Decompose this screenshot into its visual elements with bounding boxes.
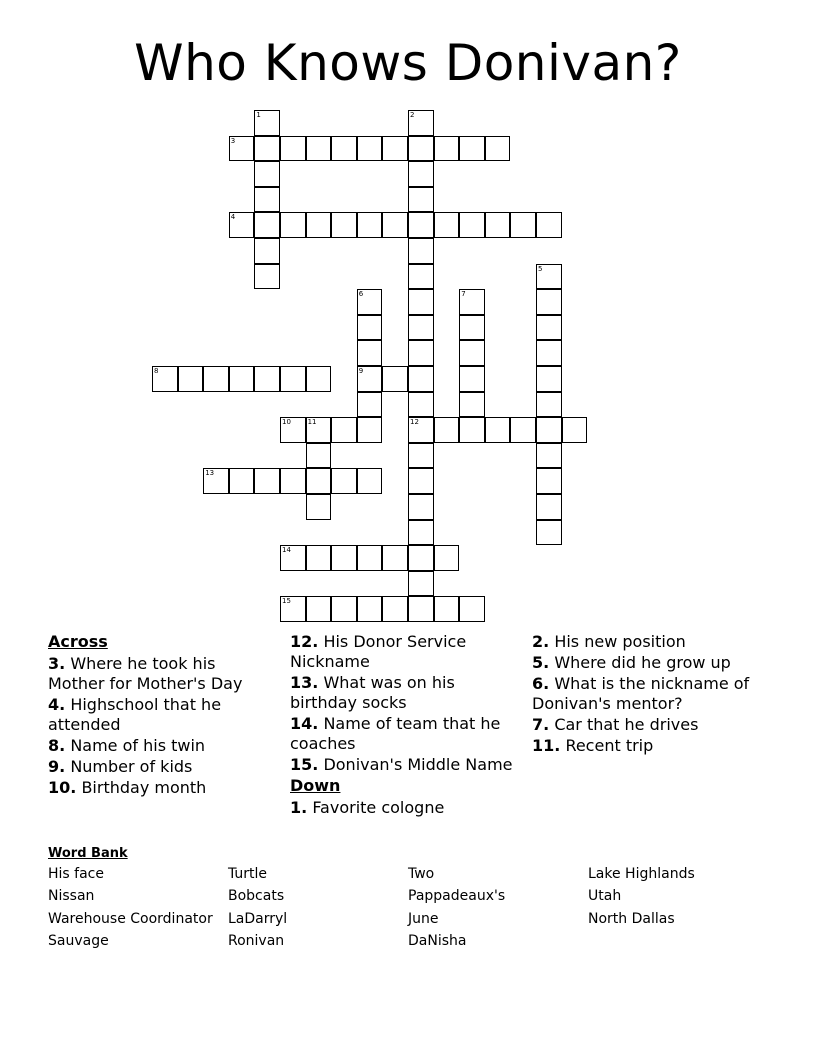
clue-across-9 — [48, 757, 273, 777]
grid-cell[interactable] — [434, 212, 460, 238]
grid-cell[interactable] — [254, 238, 280, 264]
grid-cell[interactable] — [357, 340, 383, 366]
clue-number: 14. — [290, 714, 319, 733]
grid-cell[interactable] — [254, 366, 280, 392]
grid-cell[interactable] — [382, 545, 408, 571]
grid-cell[interactable] — [357, 417, 383, 443]
grid-cell[interactable] — [254, 264, 280, 290]
word-bank-title: Word Bank — [48, 846, 128, 861]
grid-cell[interactable] — [408, 417, 434, 443]
grid-cell[interactable] — [408, 494, 434, 520]
grid-cell[interactable] — [536, 366, 562, 392]
grid-cell[interactable] — [536, 520, 562, 546]
grid-cell[interactable] — [331, 468, 357, 494]
cell-number: 2 — [410, 111, 415, 119]
grid-cell[interactable] — [408, 136, 434, 162]
cell-number: 5 — [538, 264, 543, 273]
word-bank-item: Pappadeaux's — [408, 888, 506, 905]
clue-down-2 — [532, 632, 762, 652]
clue-across-4 — [48, 695, 273, 735]
grid-cell[interactable] — [536, 315, 562, 341]
clue-text: Birthday month — [81, 778, 207, 797]
grid-cell[interactable] — [408, 315, 434, 341]
grid-cell[interactable] — [408, 264, 434, 290]
word-bank-item: Ronivan — [228, 933, 285, 950]
clue-across-8 — [48, 736, 273, 756]
clue-number: 15. — [290, 755, 319, 774]
grid-cell[interactable] — [408, 110, 434, 136]
grid-cell[interactable] — [536, 340, 562, 366]
clue-number: 10. — [48, 778, 77, 797]
grid-cell[interactable] — [280, 136, 306, 162]
grid-cell[interactable] — [280, 596, 306, 622]
grid-cell[interactable] — [331, 136, 357, 162]
grid-cell[interactable] — [357, 212, 383, 238]
word-bank-item: June — [408, 910, 439, 927]
grid-cell[interactable] — [306, 494, 332, 520]
grid-cell[interactable] — [459, 392, 485, 418]
grid-cell[interactable] — [280, 545, 306, 571]
grid-cell[interactable] — [357, 289, 383, 315]
grid-cell[interactable] — [536, 443, 562, 469]
clue-number: 7. — [532, 715, 550, 734]
grid-cell[interactable] — [331, 417, 357, 443]
word-bank-item: LaDarryl — [228, 910, 288, 927]
grid-cell[interactable] — [306, 417, 332, 443]
grid-cell[interactable] — [382, 136, 408, 162]
clue-text: Where did he grow up — [554, 653, 731, 672]
cell-number: 6 — [358, 290, 364, 299]
grid-cell[interactable] — [306, 366, 332, 392]
clue-down-11 — [532, 736, 762, 756]
grid-cell[interactable] — [357, 315, 383, 341]
clue-across-13 — [290, 673, 515, 713]
grid-cell[interactable] — [306, 545, 332, 571]
grid-cell[interactable] — [331, 212, 357, 238]
grid-cell[interactable] — [510, 417, 536, 443]
word-bank-item: Warehouse Coordinator — [48, 910, 213, 927]
grid-cell[interactable] — [536, 494, 562, 520]
grid-cell[interactable] — [510, 212, 536, 238]
clue-down-5 — [532, 653, 762, 673]
word-bank-item: Nissan — [48, 888, 95, 905]
grid-cell[interactable] — [229, 212, 255, 238]
grid-cell[interactable] — [382, 366, 408, 392]
grid-cell[interactable] — [459, 136, 485, 162]
cell-number: 7 — [461, 290, 466, 299]
grid-cell[interactable] — [203, 468, 229, 494]
grid-cell[interactable] — [408, 366, 434, 392]
word-bank-item: Sauvage — [48, 933, 109, 950]
word-bank-item: Turtle — [228, 866, 268, 882]
clues-column-1 — [48, 632, 273, 799]
clue-down-1 — [290, 798, 515, 818]
word-bank-item: North Dallas — [588, 910, 675, 927]
grid-cell[interactable] — [459, 417, 485, 443]
grid-cell[interactable] — [485, 136, 511, 162]
grid-cell[interactable] — [254, 161, 280, 187]
clue-text: Car that he drives — [554, 715, 699, 734]
down-heading: Down — [290, 776, 341, 795]
clues-column-2 — [290, 632, 515, 819]
clue-text: Name of team that he coaches — [290, 714, 501, 753]
grid-cell[interactable] — [408, 289, 434, 315]
word-bank-item: Bobcats — [228, 888, 285, 905]
word-bank — [48, 845, 788, 953]
cell-number: 15 — [282, 597, 291, 606]
grid-cell[interactable] — [459, 366, 485, 392]
grid-cell[interactable] — [357, 136, 383, 162]
grid-cell[interactable] — [254, 110, 280, 136]
grid-cell[interactable] — [408, 443, 434, 469]
grid-cell[interactable] — [408, 545, 434, 571]
grid-cell[interactable] — [408, 340, 434, 366]
cell-number: 11 — [307, 418, 317, 427]
grid-cell[interactable] — [408, 596, 434, 622]
cell-number: 1 — [256, 111, 261, 119]
grid-cell[interactable] — [357, 392, 383, 418]
clue-text: Donivan's Middle Name — [323, 755, 513, 774]
page-title: Who Knows Donivan? — [134, 34, 682, 92]
grid-cell[interactable] — [459, 340, 485, 366]
grid-cell[interactable] — [408, 571, 434, 597]
clue-across-14 — [290, 714, 515, 754]
grid-cell[interactable] — [459, 596, 485, 622]
grid-cell[interactable] — [459, 212, 485, 238]
word-bank-item: DaNisha — [408, 933, 467, 950]
grid-cell[interactable] — [485, 212, 511, 238]
grid-cell[interactable] — [280, 212, 306, 238]
clue-down-7 — [532, 715, 762, 735]
grid-cell[interactable] — [408, 161, 434, 187]
word-bank-item: His face — [48, 866, 104, 882]
grid-cell[interactable] — [229, 468, 255, 494]
clue-text: His new position — [554, 632, 686, 651]
cell-number: 12 — [410, 418, 419, 427]
grid-cell[interactable] — [434, 545, 460, 571]
clue-text: Name of his twin — [70, 736, 206, 755]
clue-text: Highschool that he attended — [48, 695, 222, 734]
clue-text: Where he took his Mother for Mother's Day — [48, 654, 243, 693]
grid-cell[interactable] — [408, 187, 434, 213]
clue-text: His Donor Service Nickname — [290, 632, 467, 671]
clue-number: 3. — [48, 654, 66, 673]
grid-cell[interactable] — [382, 212, 408, 238]
grid-cell[interactable] — [280, 366, 306, 392]
grid-cell[interactable] — [357, 468, 383, 494]
across-heading: Across — [48, 632, 108, 651]
clue-number: 13. — [290, 673, 319, 692]
grid-cell[interactable] — [459, 289, 485, 315]
word-bank-item: Lake Highlands — [588, 866, 695, 882]
grid-cell[interactable] — [254, 187, 280, 213]
grid-cell[interactable] — [382, 596, 408, 622]
grid-cell[interactable] — [357, 545, 383, 571]
clues-column-3 — [532, 632, 762, 757]
cell-number: 10 — [282, 418, 291, 427]
grid-cell[interactable] — [306, 468, 332, 494]
grid-cell[interactable] — [254, 136, 280, 162]
grid-cell[interactable] — [357, 366, 383, 392]
grid-cell[interactable] — [254, 468, 280, 494]
clue-number: 2. — [532, 632, 550, 651]
grid-cell[interactable] — [229, 136, 255, 162]
grid-cell[interactable] — [306, 596, 332, 622]
clue-across-3 — [48, 654, 273, 694]
clue-down-6 — [532, 674, 762, 714]
cell-number: 3 — [230, 136, 236, 145]
grid-cell[interactable] — [331, 545, 357, 571]
grid-cell[interactable] — [408, 520, 434, 546]
clue-across-12 — [290, 632, 515, 672]
grid-cell[interactable] — [306, 136, 332, 162]
grid-cell[interactable] — [408, 468, 434, 494]
grid-cell[interactable] — [536, 392, 562, 418]
grid-cell[interactable] — [306, 443, 332, 469]
grid-cell[interactable] — [459, 315, 485, 341]
cell-number: 14 — [282, 546, 291, 555]
clue-number: 1. — [290, 798, 308, 817]
clue-number: 4. — [48, 695, 66, 714]
grid-cell[interactable] — [280, 417, 306, 443]
clue-text: Recent trip — [565, 736, 654, 755]
grid-cell[interactable] — [229, 366, 255, 392]
grid-cell[interactable] — [536, 417, 562, 443]
grid-cell[interactable] — [152, 366, 178, 392]
clue-text: Number of kids — [70, 757, 193, 776]
clue-number: 6. — [532, 674, 550, 693]
grid-cell[interactable] — [254, 212, 280, 238]
clue-text: What was on his birthday socks — [290, 673, 455, 712]
word-bank-item: Utah — [588, 888, 622, 905]
clue-number: 5. — [532, 653, 550, 672]
word-bank-item: Two — [408, 866, 435, 882]
grid-cell[interactable] — [536, 468, 562, 494]
grid-cell[interactable] — [536, 289, 562, 315]
grid-cell[interactable] — [434, 596, 460, 622]
grid-cell[interactable] — [306, 212, 332, 238]
grid-cell[interactable] — [536, 212, 562, 238]
clue-text: What is the nickname of Donivan's mentor? — [532, 674, 750, 713]
grid-cell[interactable] — [408, 392, 434, 418]
grid-cell[interactable] — [434, 136, 460, 162]
word-bank-list — [48, 863, 788, 953]
grid-cell[interactable] — [331, 596, 357, 622]
grid-cell[interactable] — [434, 417, 460, 443]
grid-cell[interactable] — [562, 417, 588, 443]
grid-cell[interactable] — [485, 417, 511, 443]
cell-number: 8 — [154, 367, 159, 375]
clue-across-15 — [290, 755, 515, 775]
grid-cell[interactable] — [178, 366, 204, 392]
clue-number: 9. — [48, 757, 66, 776]
clue-number: 12. — [290, 632, 319, 651]
clue-number: 11. — [532, 736, 561, 755]
clue-text: Favorite cologne — [312, 798, 445, 817]
grid-cell[interactable] — [357, 596, 383, 622]
clue-across-10 — [48, 778, 273, 798]
clue-number: 8. — [48, 736, 66, 755]
grid-cell[interactable] — [203, 366, 229, 392]
cell-number: 9 — [358, 367, 364, 375]
cell-number: 4 — [230, 213, 236, 222]
grid-cell[interactable] — [408, 212, 434, 238]
cell-number: 13 — [205, 469, 215, 478]
grid-cell[interactable] — [536, 264, 562, 290]
grid-cell[interactable] — [408, 238, 434, 264]
grid-cell[interactable] — [280, 468, 306, 494]
